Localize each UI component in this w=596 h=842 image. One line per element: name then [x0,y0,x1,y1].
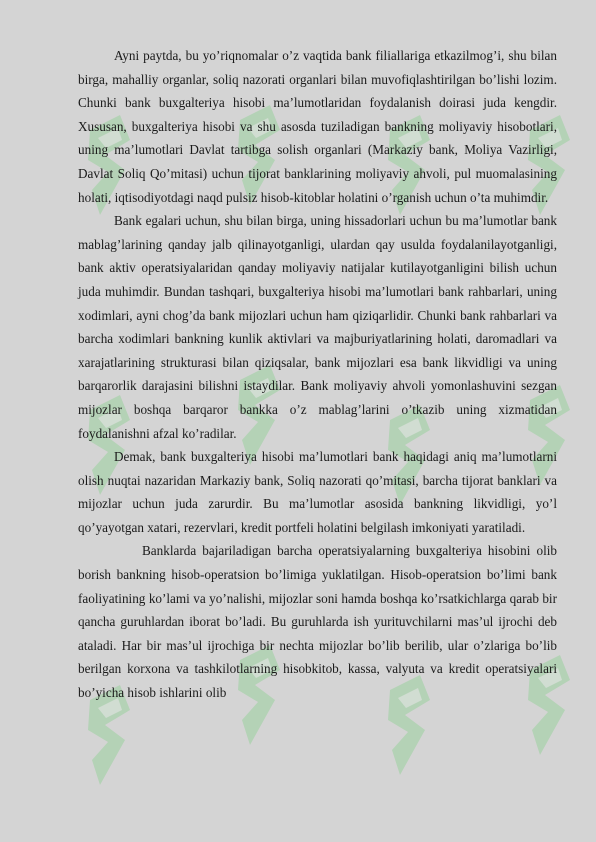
paragraph: Ayni paytda, bu yo’riqnomalar o’z vaqtida bank filiallariga etkazilmog’i, shu bilan birga, mahalliy organlar, soliq nazorati organlari bilan muvofiqlashtirilgan bo’lishi lozim. Chunki bank buxgalteriya hisobi ma’lumotlaridan foydalanish doirasi juda kengdir. Xususan, buxgalteriya hisobi va shu asosda tuziladigan bankning moliyaviy hisobotlari, uning ma’lumotlari Davlat tartibga solish organlari (Markaziy bank, Moliya Vazirligi, Davlat Soliq Qo’mitasi) uchun tijorat banklarining moliyaviy ahvoli, pul muomalasining holati, iqtisodiyotdagi naqd pulsiz hisob-kitoblar holatini o’rganish uchun o’ta muhimdir. [78,48,557,205]
paragraph: Banklarda bajariladigan barcha operatsiyalarning buxgalteriya hisobini olib borish bankning hisob-operatsion bo’limiga yuklatilgan. Hisob-operatsion bo’limi bank faoliyatining ko’lami va yo’nalishi, mijozlar soni hamda boshqa ko’rsatkichlarga qarab bir qancha guruhlardan iborat bo’ladi. Bu guruhlarda ish yurituvchilarni mas’ul ijrochi deb ataladi. Har bir mas’ul ijrochiga bir nechta mijozlar bo’lib berilib, ular o’zlariga bo’lib berilgan korxona va tashkilotlarning hisobkitob, kassa, valyuta va kredit operatsiyalari bo’yicha hisob ishlarini olib [78,543,557,701]
paragraph: Demak, bank buxgalteriya hisobi ma’lumotlari bank haqidagi aniq ma’lumotlarni olish nuqtai nazaridan Markaziy bank, Soliq nazorati qo’mitasi, barcha tijorat banklari va mijozlar uchun juda zarurdir. Bu ma’lumotlar asosida bankning likvidligi, yo’l qo’yayotgan xatari, rezervlari, kredit portfeli holatini belgilash imkoniyati yaratiladi. [78,449,557,535]
document-body [78,44,557,705]
paragraph: Bank egalari uchun, shu bilan birga, uning hissadorlari uchun bu ma’lumotlar bank mablag’larining qanday jalb qilinayotganligi, ulardan qay usulda foydalanilayotganligi, bank aktiv operatsiyalaridan qanday moliyaviy natijalar kutilayotganligini bilish uchun juda muhimdir. Bundan tashqari, buxgalteriya hisobi ma’lumotlari bank rahbarlari, uning xodimlari, ayni chog’da bank mijozlari uchun ham qiziqarlidir. Chunki bank rahbarlari va barcha xodimlari bankning kunlik aktivlari va majburiyatlarining holati, daromadlari va xarajatlarining strukturasi bilan qiziqsalar, bank mijozlari esa bank likvidligi va uning barqarorlik darajasini bilishni istaydilar. Bank moliyaviy ahvoli yomonlashuvini sezgan mijozlar boshqa barqaror bankka o’z mablag’larini o’tkazib uning xizmatidan foydalanishni afzal ko’radilar. [78,213,557,441]
